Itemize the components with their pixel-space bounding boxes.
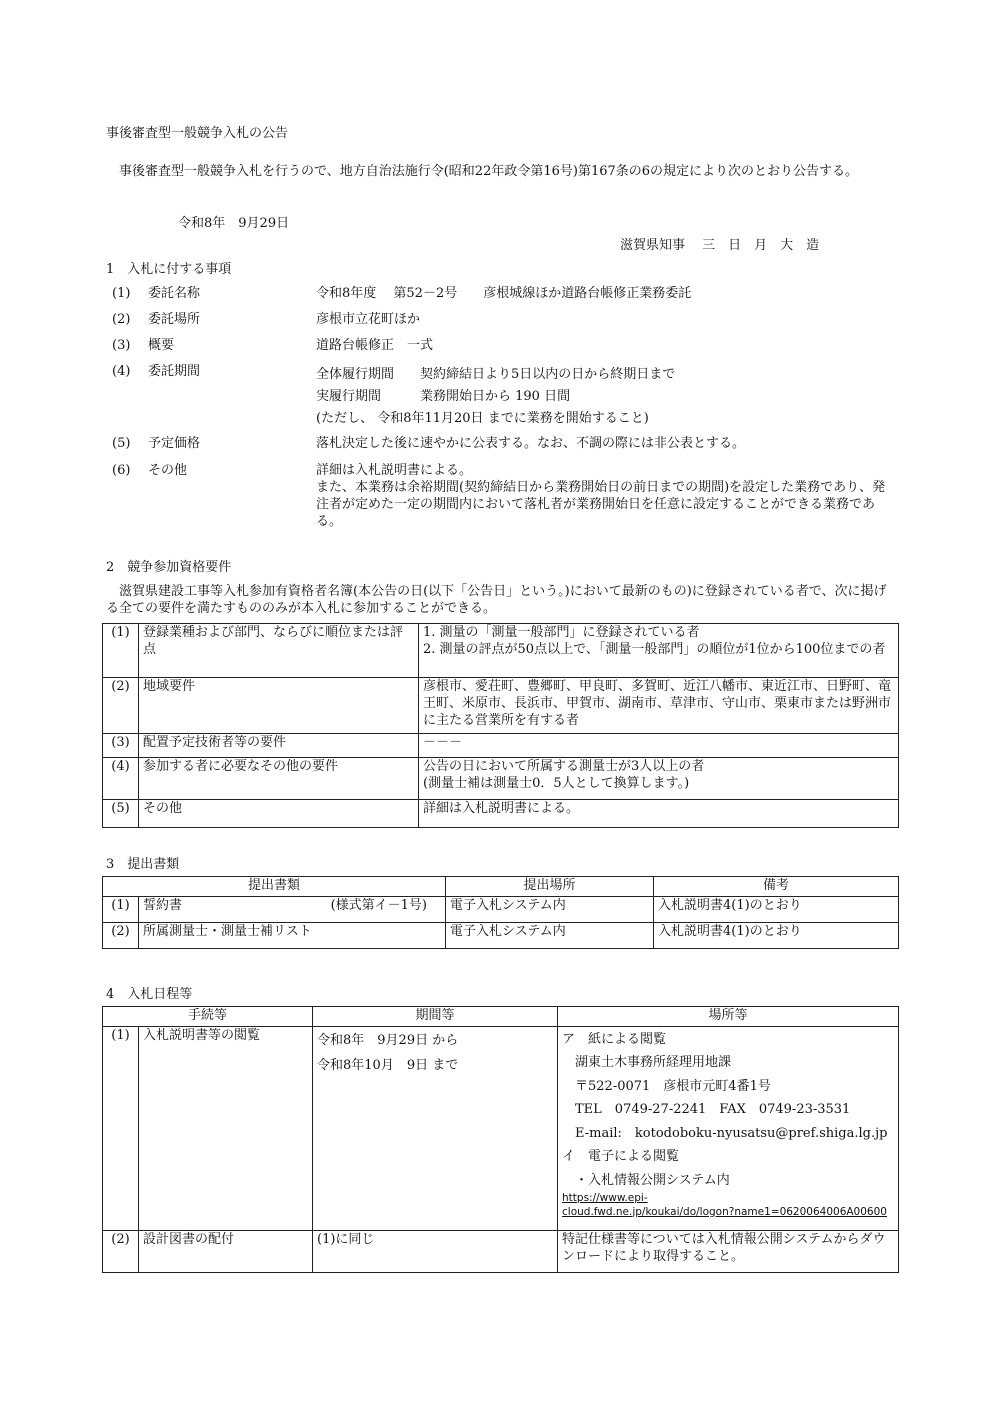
row-number: (1) — [103, 897, 139, 923]
row-value — [419, 624, 899, 678]
item-name: 予定価格 — [148, 436, 201, 451]
item-value: 令和8年度 第52－2号 彦根城線ほか道路台帳修正業務委託 — [316, 286, 692, 301]
item-value: 落札決定した後に速やかに公表する。なお、不調の際には非公表とする。 — [316, 436, 746, 451]
intro-text: 事後審査型一般競争入札を行うので、地方自治法施行令(昭和22年政令第16号)第167条の6の規定により次のとおり公告する。 — [119, 164, 859, 179]
period: (1)に同じ — [313, 1230, 558, 1272]
table-row — [103, 758, 899, 800]
row-value: 彦根市、愛荘町、豊郷町、甲良町、多賀町、近江八幡市、東近江市、日野町、竜王町、米原市、長浜市、甲賀市、湖南市、草津市、守山市、栗東市または野洲市に主たる営業所を有する者 — [419, 678, 899, 734]
row-name: 参加する者に必要なその他の要件 — [139, 758, 419, 800]
row-number: (3) — [103, 734, 139, 758]
document-label: 誓約書 — [143, 898, 183, 913]
section1-heading: 1 入札に付する事項 — [106, 262, 232, 277]
item-value — [316, 463, 896, 531]
document-name — [139, 897, 446, 923]
system-link[interactable]: cloud.fwd.ne.jp/koukai/do/logon?name1=0620064006A00600 — [562, 1205, 887, 1218]
document-name: 所属測量士・測量士補リスト — [139, 923, 446, 949]
form-number: (様式第イ－1号) — [330, 898, 428, 913]
period-end: 令和8年10月 9日 まで — [317, 1057, 459, 1073]
location-line: E-mail: kotodoboku-nyusatsu@pref.shiga.lg.jp — [562, 1125, 888, 1141]
row-value — [419, 758, 899, 800]
other-line: また、本業務は余裕期間(契約締結日から業務開始日の前日までの期間)を設定した業務であり、発注者が定めた一定の期間内において落札者が業務開始日を任意に設定することができる業務である。 — [316, 479, 886, 529]
row-name: 登録業種および部門、ならびに順位または評点 — [139, 624, 419, 678]
column-header: 提出場所 — [446, 877, 654, 897]
location-line: TEL 0749-27-2241 FAX 0749-23-3531 — [562, 1102, 851, 1118]
item-number: (6) — [112, 463, 131, 478]
table-row — [103, 800, 899, 828]
system-link[interactable]: https://www.epi- — [562, 1192, 648, 1205]
row-value-line: 公告の日において所属する測量士が3人以上の者 — [423, 759, 705, 774]
period-line: 全体履行期間 契約締結日より5日以内の日から終期日まで — [316, 367, 676, 382]
procedure: 設計図書の配付 — [139, 1230, 313, 1272]
schedule-table — [102, 1006, 899, 1273]
item-value: 道路台帳修正 一式 — [316, 338, 434, 353]
other-line: 詳細は入札説明書による。 — [316, 463, 473, 478]
remarks: 入札説明書4(1)のとおり — [654, 897, 899, 923]
table-row — [103, 1026, 899, 1230]
section4-heading: 4 入札日程等 — [106, 987, 193, 1002]
table-header-row — [103, 877, 899, 897]
row-name: その他 — [139, 800, 419, 828]
row-number: (2) — [103, 1230, 139, 1272]
location: 特記仕様書等については入札情報公開システムからダウンロードにより取得すること。 — [558, 1230, 899, 1272]
section3-heading: 3 提出書類 — [106, 857, 180, 872]
location-line: ・入札情報公開システム内 — [562, 1172, 730, 1188]
column-header: 期間等 — [313, 1007, 558, 1027]
period-line: (ただし、 令和8年11月20日 までに業務を開始すること) — [316, 411, 649, 426]
column-header: 手続等 — [103, 1007, 313, 1027]
requirements-table — [102, 623, 899, 828]
item-name: 委託名称 — [148, 286, 201, 301]
item-name: その他 — [148, 463, 188, 478]
row-name: 配置予定技術者等の要件 — [139, 734, 419, 758]
row-value-line: 2. 測量の評点が50点以上で、「測量一般部門」の順位が1位から100位までの者 — [423, 641, 886, 657]
row-name: 地域要件 — [139, 678, 419, 734]
row-number: (2) — [103, 678, 139, 734]
table-row — [103, 897, 899, 923]
item-number: (4) — [112, 364, 131, 379]
location-line: イ 電子による閲覧 — [562, 1149, 680, 1165]
table-row — [103, 624, 899, 678]
item-name: 委託期間 — [148, 364, 201, 379]
period-line: 実履行期間 業務開始日から 190 日間 — [316, 389, 571, 404]
notice-date: 令和8年 9月29日 — [178, 216, 290, 231]
row-value: －－－ — [419, 734, 899, 758]
remarks: 入札説明書4(1)のとおり — [654, 923, 899, 949]
item-number: (2) — [112, 312, 131, 327]
submission-place: 電子入札システム内 — [446, 897, 654, 923]
row-value-line: 1. 測量の「測量一般部門」に登録されている者 — [423, 625, 700, 640]
table-row — [103, 734, 899, 758]
table-row — [103, 1230, 899, 1272]
procedure: 入札説明書等の閲覧 — [139, 1026, 313, 1230]
row-value-line: (測量士補は測量士0．5人として換算します。) — [423, 775, 690, 791]
period-start: 令和8年 9月29日 から — [317, 1032, 459, 1048]
row-number: (1) — [103, 1026, 139, 1230]
table-row — [103, 923, 899, 949]
row-value: 詳細は入札説明書による。 — [419, 800, 899, 828]
location-line: ア 紙による閲覧 — [562, 1031, 667, 1047]
section2-intro: 滋賀県建設工事等入札参加有資格者名簿(本公告の日(以下「公告日」という。)において最新のもの)に登録されている者で、次に掲げる全ての要件を満たすもののみが本入札に参加することができる。 — [106, 584, 887, 616]
issuer: 滋賀県知事 三 日 月 大 造 — [620, 238, 820, 253]
row-number: (2) — [103, 923, 139, 949]
item-number: (5) — [112, 436, 131, 451]
section2-heading: 2 競争参加資格要件 — [106, 560, 232, 575]
column-header: 提出書類 — [103, 877, 446, 897]
item-value — [316, 364, 675, 430]
column-header: 備考 — [654, 877, 899, 897]
period — [313, 1026, 558, 1230]
page-title: 事後審査型一般競争入札の公告 — [106, 126, 289, 141]
location-line: 〒522-0071 彦根市元町4番1号 — [562, 1078, 771, 1094]
row-number: (1) — [103, 624, 139, 678]
table-row — [103, 678, 899, 734]
table-header-row — [103, 1007, 899, 1027]
item-number: (1) — [112, 286, 131, 301]
item-value: 彦根市立花町ほか — [316, 312, 421, 327]
item-name: 委託場所 — [148, 312, 201, 327]
row-number: (5) — [103, 800, 139, 828]
location-line: 湖東土木事務所経理用地課 — [562, 1055, 732, 1071]
documents-table — [102, 876, 899, 949]
item-number: (3) — [112, 338, 131, 353]
row-number: (4) — [103, 758, 139, 800]
column-header: 場所等 — [558, 1007, 899, 1027]
item-name: 概要 — [148, 338, 175, 353]
location — [558, 1026, 899, 1230]
submission-place: 電子入札システム内 — [446, 923, 654, 949]
